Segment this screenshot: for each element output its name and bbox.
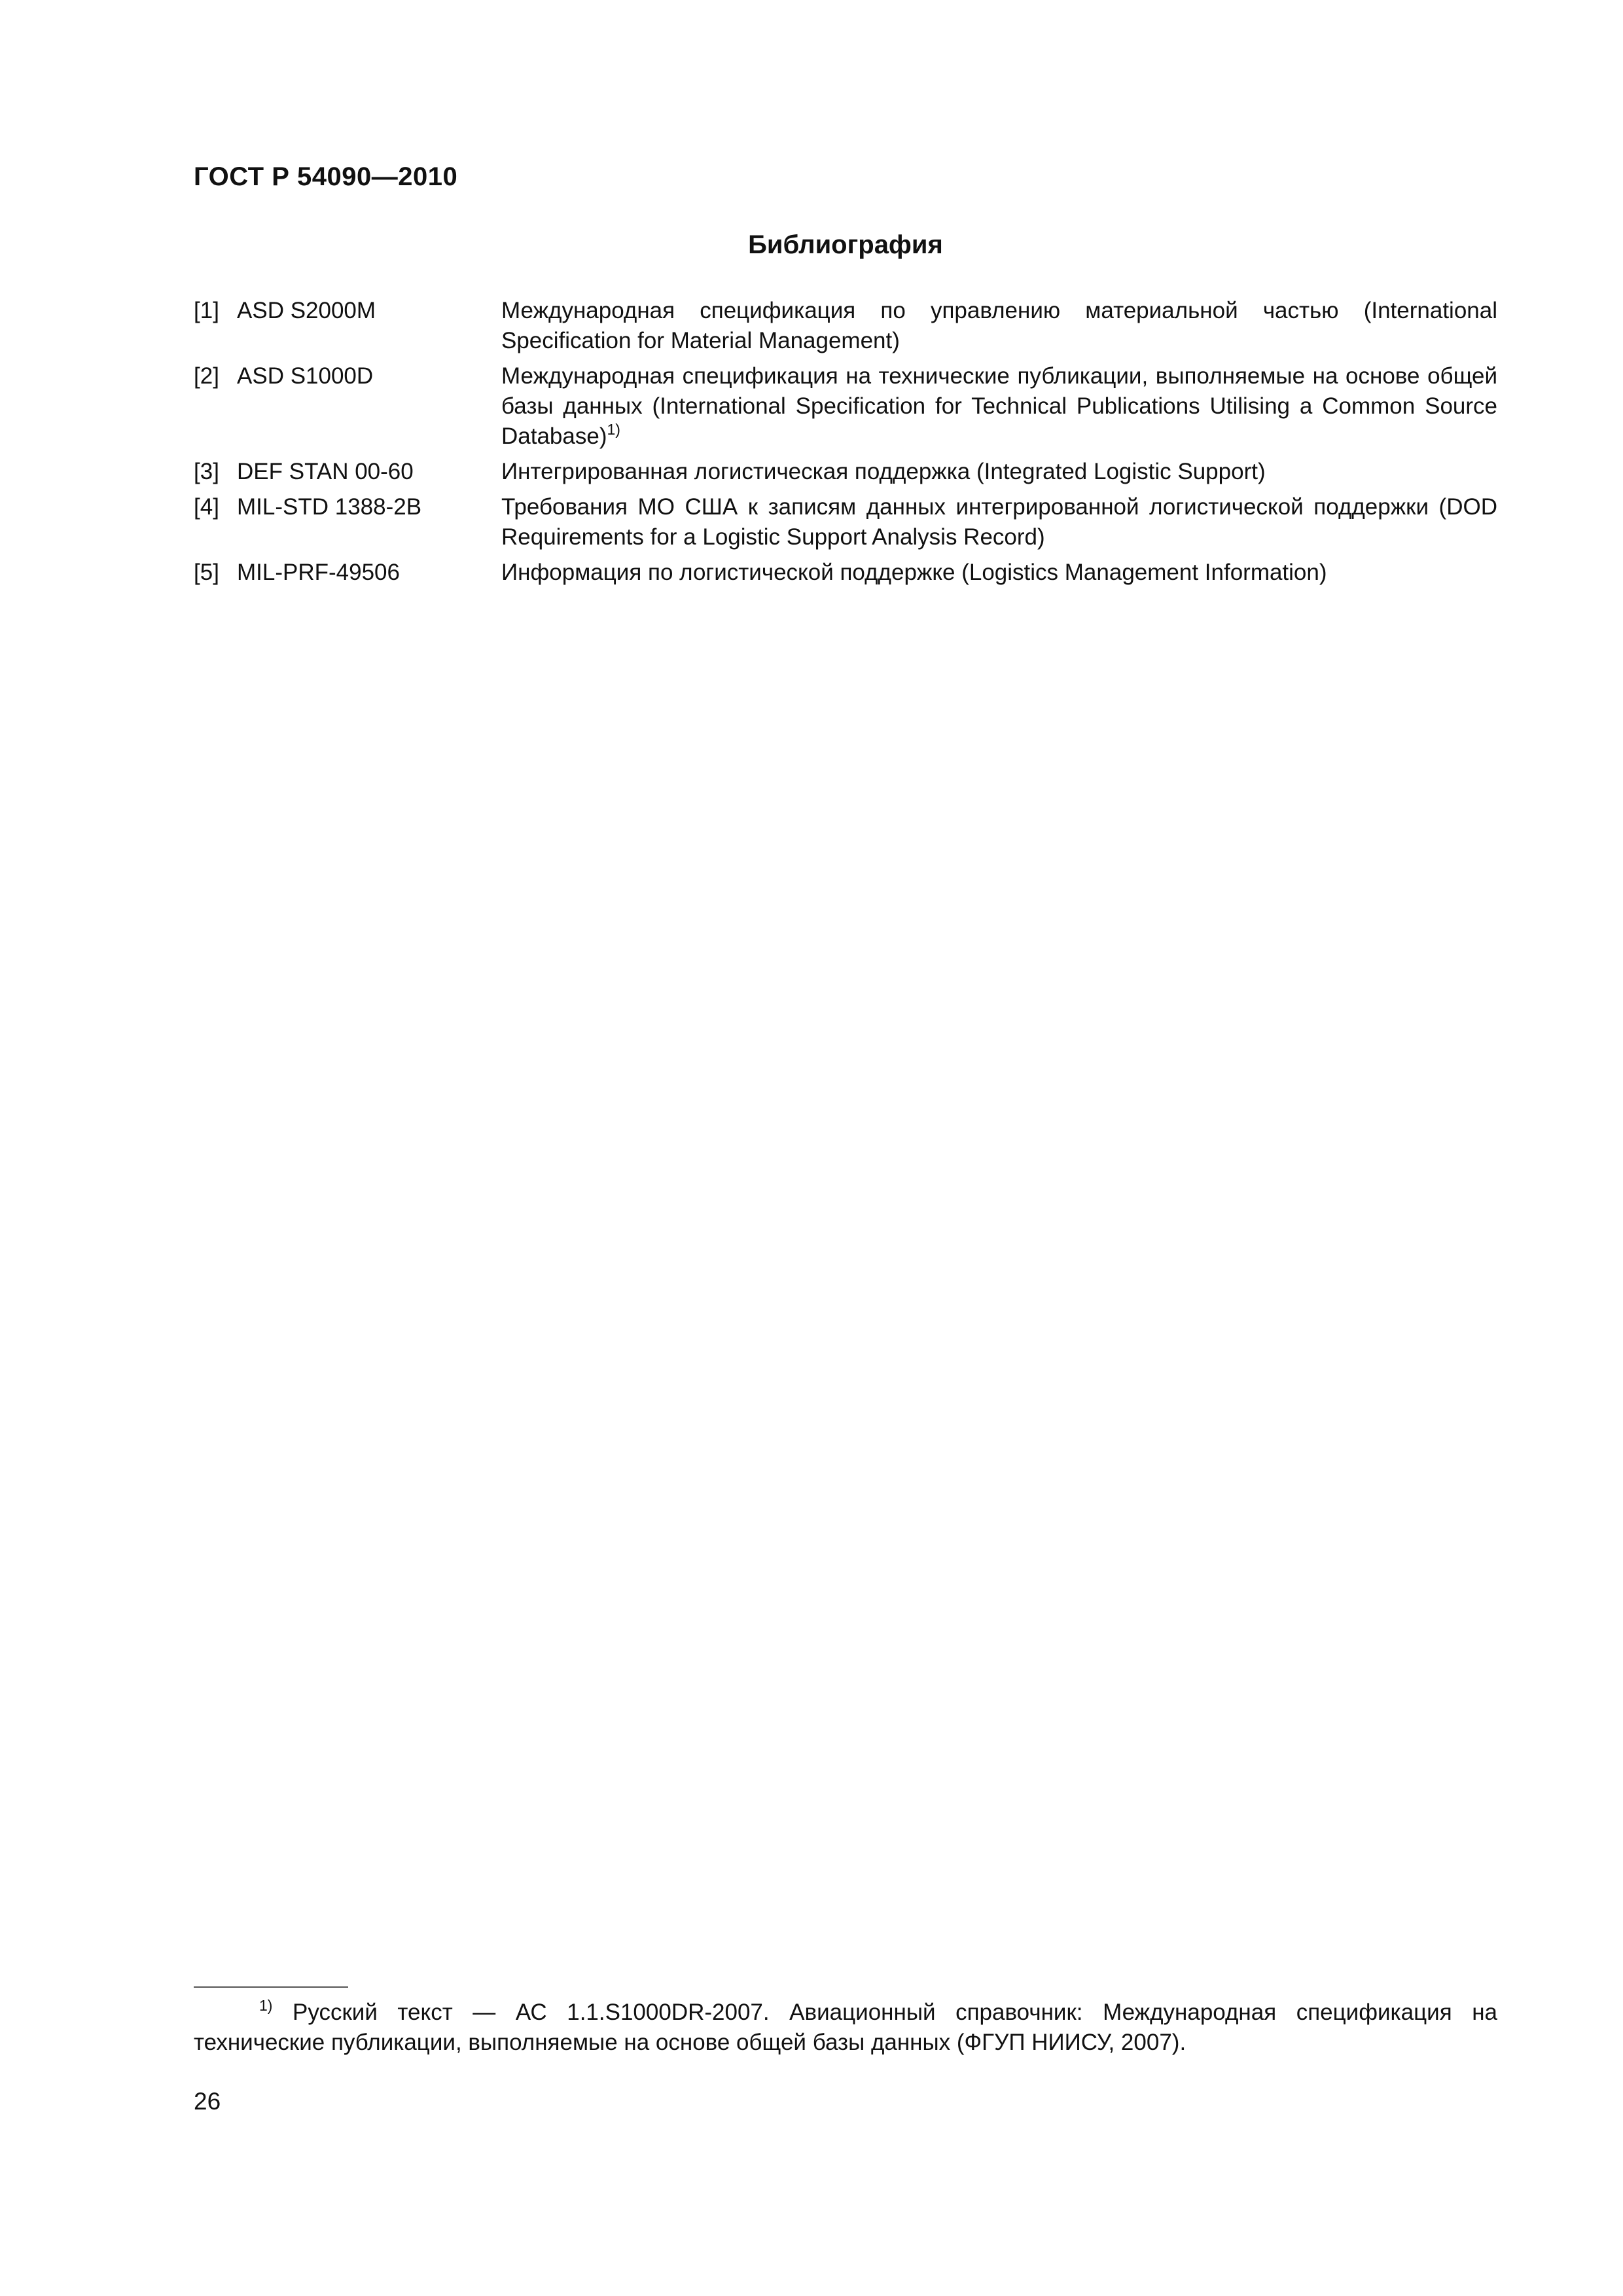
entry-code: MIL-PRF-49506	[237, 560, 400, 585]
entry-description	[501, 296, 1497, 356]
entry-description	[501, 492, 1497, 552]
entry-number: [2]	[194, 363, 219, 389]
bibliography-entry	[194, 558, 1497, 588]
entry-code: MIL-STD 1388-2B	[237, 494, 422, 520]
footnote-separator	[194, 1986, 348, 1988]
document-code-header: ГОСТ Р 54090—2010	[194, 162, 458, 191]
entry-code: ASD S2000M	[237, 298, 376, 323]
entry-number: [4]	[194, 494, 219, 520]
entry-number: [1]	[194, 298, 219, 323]
entry-code: DEF STAN 00-60	[237, 459, 414, 484]
entry-text: Интегрированная логистическая поддержка (Integrated Logistic Support)	[501, 459, 1266, 484]
bibliography-entry	[194, 296, 1497, 356]
entry-number: [3]	[194, 459, 219, 484]
entry-code: ASD S1000D	[237, 363, 374, 389]
entry-text: Требования МО США к записям данных интегрированной логистической поддержки (DOD Requirements for a Logistic Support Analysis Record)	[501, 494, 1497, 550]
bibliography-entry	[194, 457, 1497, 487]
footnote-mark: 1)	[259, 1997, 273, 2014]
footnote	[194, 1998, 1497, 2058]
entry-text: Международная спецификация по управлению материальной частью (International Specification for Material Management)	[501, 298, 1497, 353]
bibliography-title: Библиография	[748, 230, 943, 259]
bibliography-entry	[194, 492, 1497, 552]
entry-description	[501, 361, 1497, 452]
entry-description	[501, 457, 1497, 487]
footnote-text: Русский текст — АС 1.1.S1000DR-2007. Авиационный справочник: Международная спецификация на технические публикации, выполняемые на основе общей базы данных (ФГУП НИИСУ, 2007).	[194, 2000, 1497, 2055]
entry-text: Информация по логистической поддержке (Logistics Management Information)	[501, 560, 1327, 585]
bibliography-list	[194, 296, 1497, 593]
entry-text: Международная спецификация на технические публикации, выполняемые на основе общей базы данных (International Specification for Technical Publications Utilising a Common Source Database)	[501, 363, 1497, 449]
entry-number: [5]	[194, 560, 219, 585]
page-number: 26	[194, 2088, 221, 2115]
entry-description	[501, 558, 1497, 588]
bibliography-entry	[194, 361, 1497, 452]
footnote-reference: 1)	[607, 421, 620, 438]
